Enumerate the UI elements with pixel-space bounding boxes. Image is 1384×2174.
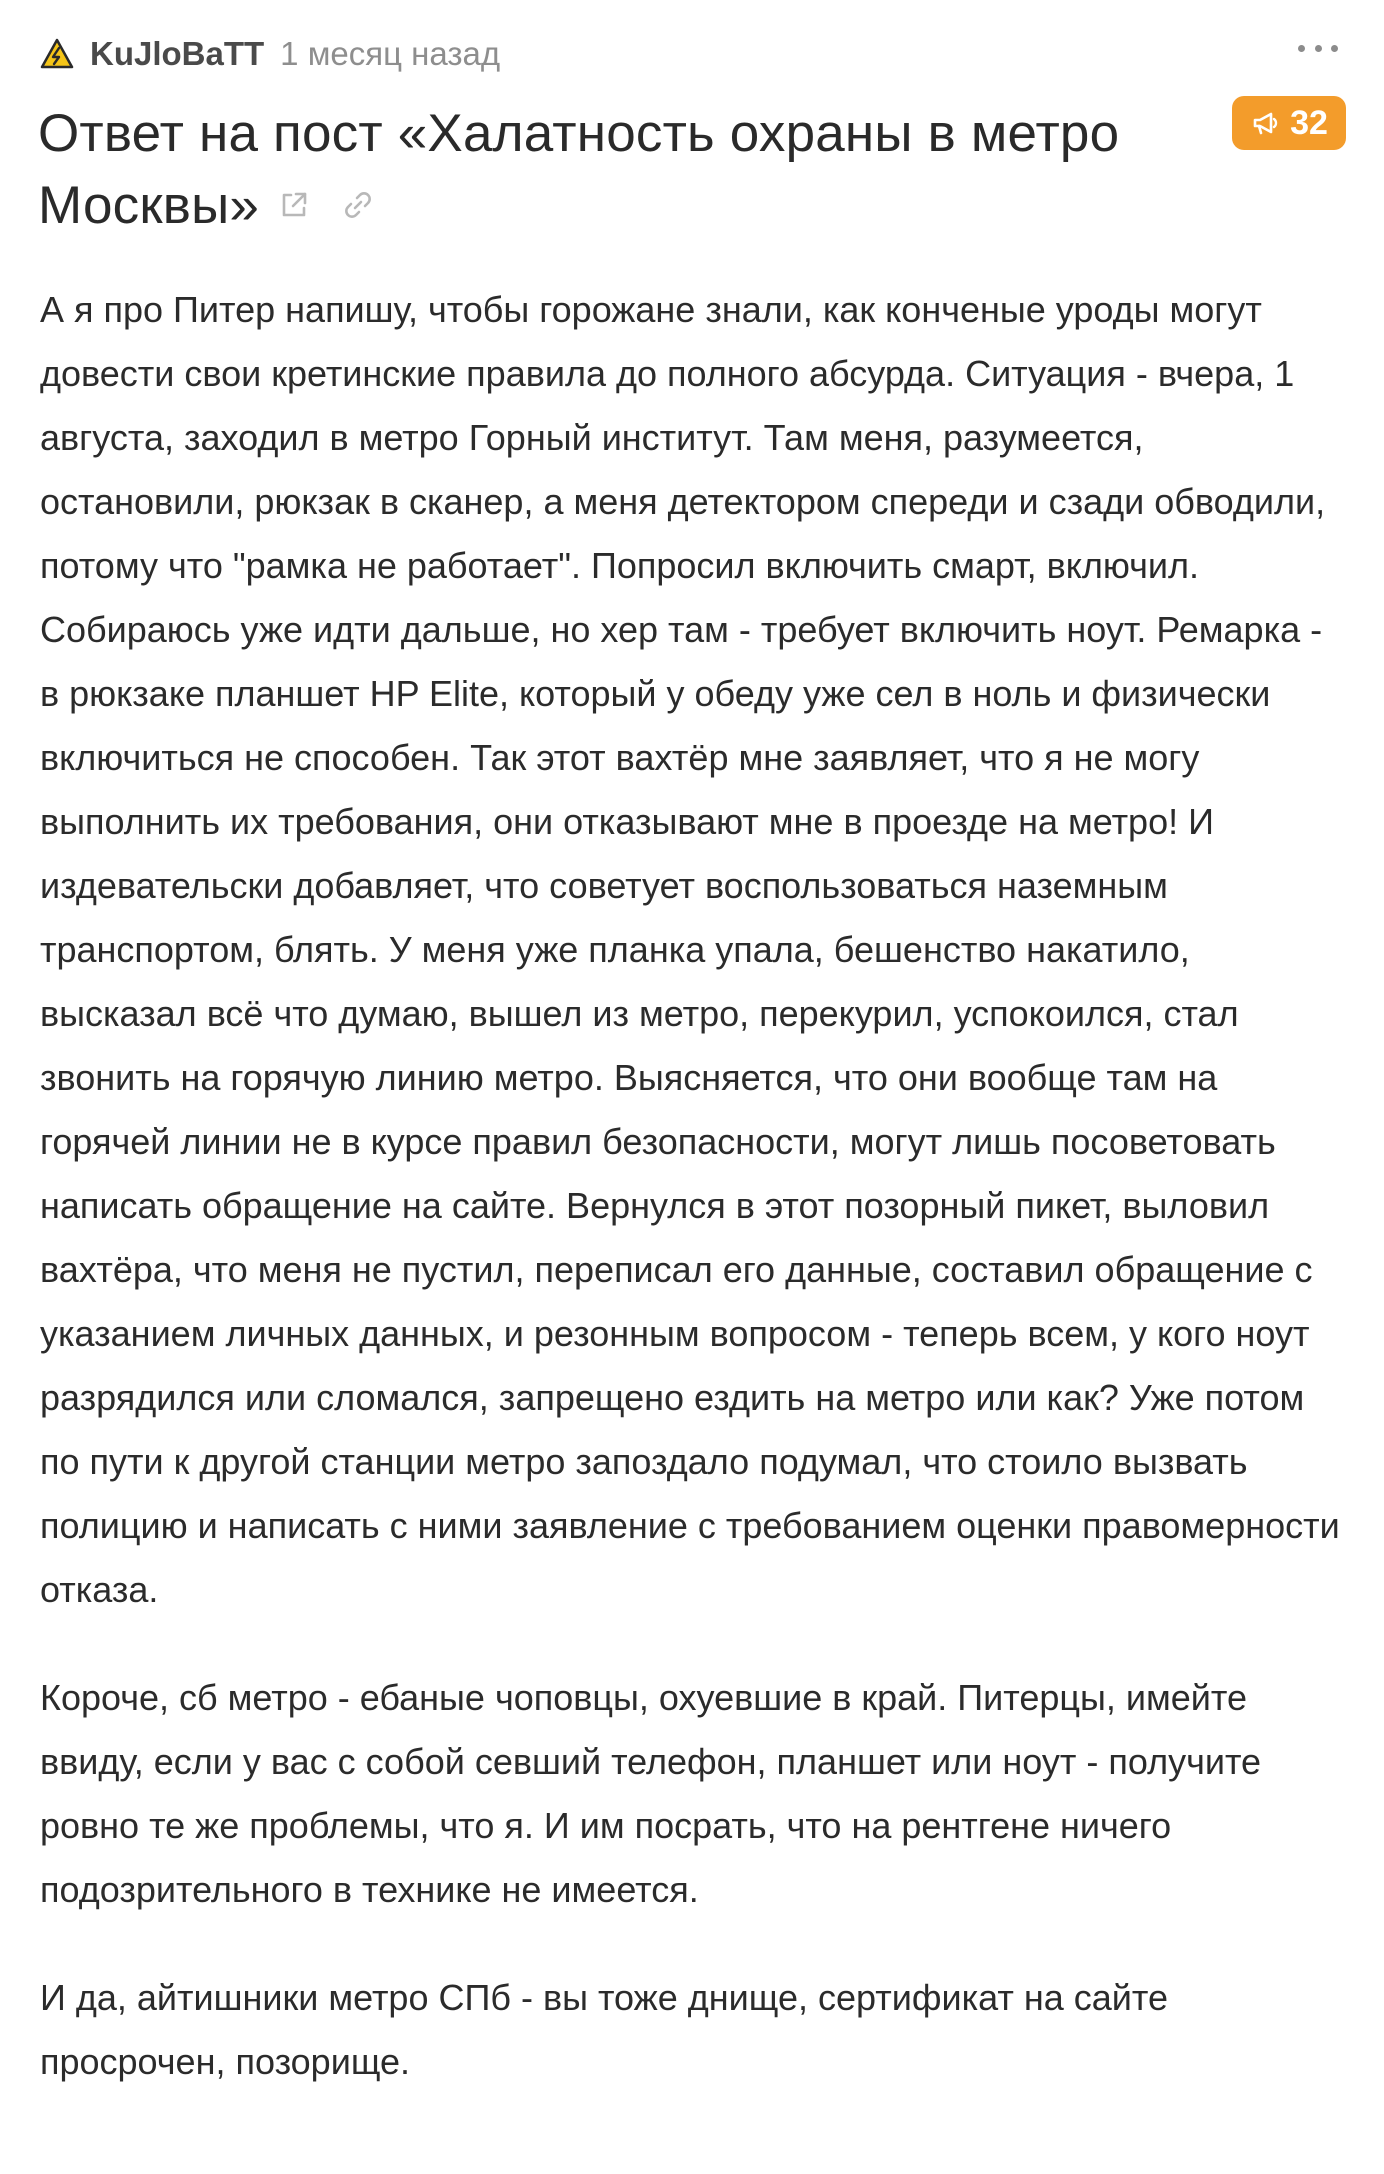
post-paragraph: Короче, сб метро - ебаные чоповцы, охуевшие в край. Питерцы, имейте ввиду, если у вас с собой севший телефон, планшет или ноут - получите ровно те же проблемы, что я. И им посрать, что на рентгене ничего подозрительного в технике не имеется. [40, 1677, 1262, 1910]
megaphone-icon [1250, 108, 1280, 138]
post-header [40, 28, 500, 80]
rating-value: 32 [1290, 103, 1328, 142]
link-icon[interactable] [341, 188, 375, 222]
external-link-icon[interactable] [277, 188, 311, 222]
rating-badge[interactable] [1232, 96, 1346, 150]
post-title-text[interactable]: Ответ на пост «Халатность охраны в метро Москвы» [38, 104, 1120, 235]
more-dot [1315, 45, 1322, 52]
more-dot [1298, 45, 1305, 52]
title-actions [277, 188, 405, 222]
hazard-icon [40, 37, 74, 71]
more-icon[interactable] [1298, 38, 1338, 58]
post-time: 1 месяц назад [280, 35, 501, 72]
post-paragraph: И да, айтишники метро СПб - вы тоже днище, сертификат на сайте просрочен, позорище. [40, 1977, 1168, 2082]
post-content [40, 278, 1350, 2138]
post-paragraph: А я про Питер напишу, чтобы горожане знали, как конченые уроды могут довести свои кретинские правила до полного абсурда. Ситуация - вчера, 1 августа, заходил в метро Горный институт. Там меня, разумеется, остановили, рюкзак в сканер, а меня детектором спереди и сзади обводили, потому что "рамка не работает". Попросил включить смарт, включил. Собираюсь уже идти дальше, но хер там - требует включить ноут. Ремарка - в рюкзаке планшет HP Elite, который у обеду уже сел в ноль и физически включиться не способен. Так этот вахтёр мне заявляет, что я не могу выполнить их требования, они отказывают мне в проезде на метро! И издевательски добавляет, что советует воспользоваться наземным транспортом, блять. У меня уже планка упала, бешенство накатило, высказал всё что думаю, вышел из метро, перекурил, успокоился, стал звонить на горячую линию метро. Выясняется, что они вообще там на горячей линии не в курсе правил безопасности, могут лишь посоветовать написать обращение на сайте. Вернулся в этот позорный пикет, выловил вахтёра, что меня не пустил, переписал его данные, составил обращение с указанием личных данных, и резонным вопросом - теперь всем, у кого ноут разрядился или сломался, запрещено ездить на метро или как? Уже потом по пути к другой станции метро запоздало подумал, что стоило вызвать полицию и написать с ними заявление с требованием оценки правомерности отказа. [40, 289, 1340, 1610]
more-dot [1331, 45, 1338, 52]
post-title[interactable] [38, 98, 1218, 242]
author-name[interactable]: KuJloBaTT [90, 35, 265, 72]
